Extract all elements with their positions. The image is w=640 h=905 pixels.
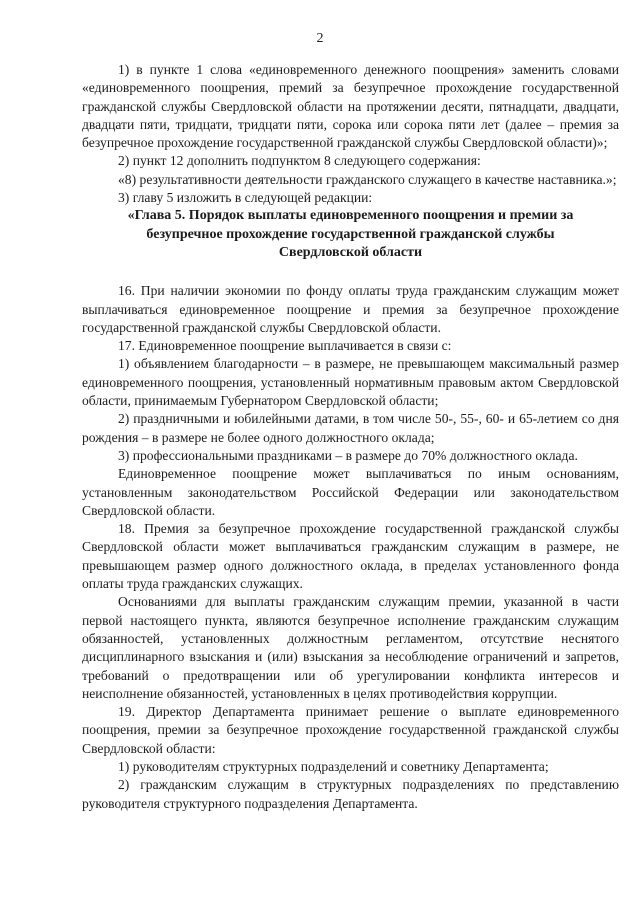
amendment-paragraph: 1) в пункте 1 слова «единовременного денежного поощрения» заменить словами «единовременного поощрения, премий за безупречное прохождение государственной гражданской службы Свердловской области на протяжении десяти, пятнадцати, двадцати, двадцати пяти, тридцати, тридцати пяти, сорока или сорока пяти лет (далее – премия за безупречное прохождение государственной гражданской службы Свердловской области)»;	[82, 62, 619, 151]
paragraph: Единовременное поощрение может выплачиваться по иным основаниям, установленным законодательством Российской Федерации или законодательством Свердловской области.	[82, 466, 619, 518]
paragraph: 1) руководителям структурных подразделений и советнику Департамента;	[118, 758, 549, 774]
paragraph: 2) праздничными и юбилейными датами, в том числе 50-, 55-, 60- и 65-летием со дня рождения – в размере не более одного должностного оклада;	[82, 411, 619, 445]
amendment-paragraph: 2) пункт 12 дополнить подпунктом 8 следующего содержания:	[118, 153, 481, 169]
paragraph: 2) гражданским служащим в структурных подразделениях по представлению руководителя структурного подразделения Департамента.	[82, 777, 619, 811]
page-number: 2	[316, 31, 324, 46]
amendment-paragraph: «8) результативности деятельности гражданского служащего в качестве наставника.»;	[118, 171, 617, 187]
spacer	[82, 262, 619, 282]
paragraph: Основаниями для выплаты гражданским служащим премии, указанной в части первой настоящего пункта, являются безупречное исполнение гражданским служащим обязанностей, установленных должностным регламентом, отсутствие неснятого дисциплинарного взыскания и (или) взыскания за несоблюдение ограничений и запретов, требований о предотвращении или об урегулировании конфликта интересов и неисполнение обязанностей, установленных в целях противодействия коррупции.	[82, 594, 619, 701]
paragraph: 18. Премия за безупречное прохождение государственной гражданской службы Свердловской области может выплачиваться гражданским служащим в размере, не превышающем размер одного должностного оклада, в пределах установленного фонда оплаты труда гражданских служащих.	[82, 521, 619, 592]
paragraph: 1) объявлением благодарности – в размере, не превышающем максимальный размер единовременного поощрения, установленный нормативным правовым актом Свердловской области, принимаемым Губернатором Свердловской области;	[82, 356, 619, 409]
paragraph: 3) профессиональными праздниками – в размере до 70% должностного оклада.	[118, 447, 578, 463]
document-body	[82, 61, 619, 813]
paragraph: 17. Единовременное поощрение выплачивается в связи с:	[118, 338, 452, 354]
amendment-paragraph: 3) главу 5 изложить в следующей редакции:	[118, 190, 373, 206]
chapter-heading: «Глава 5. Порядок выплаты единовременного поощрения и премии за безупречное прохождение государственной гражданской службы Свердловской области	[127, 208, 574, 260]
paragraph: 16. При наличии экономии по фонду оплаты труда гражданским служащим может выплачиваться единовременное поощрение и премия за безупречное прохождение государственной гражданской службы Свердловской области.	[82, 283, 619, 335]
paragraph: 19. Директор Департамента принимает решение о выплате единовременного поощрения, премии за безупречное прохождение государственной гражданской службы Свердловской области:	[82, 704, 619, 756]
